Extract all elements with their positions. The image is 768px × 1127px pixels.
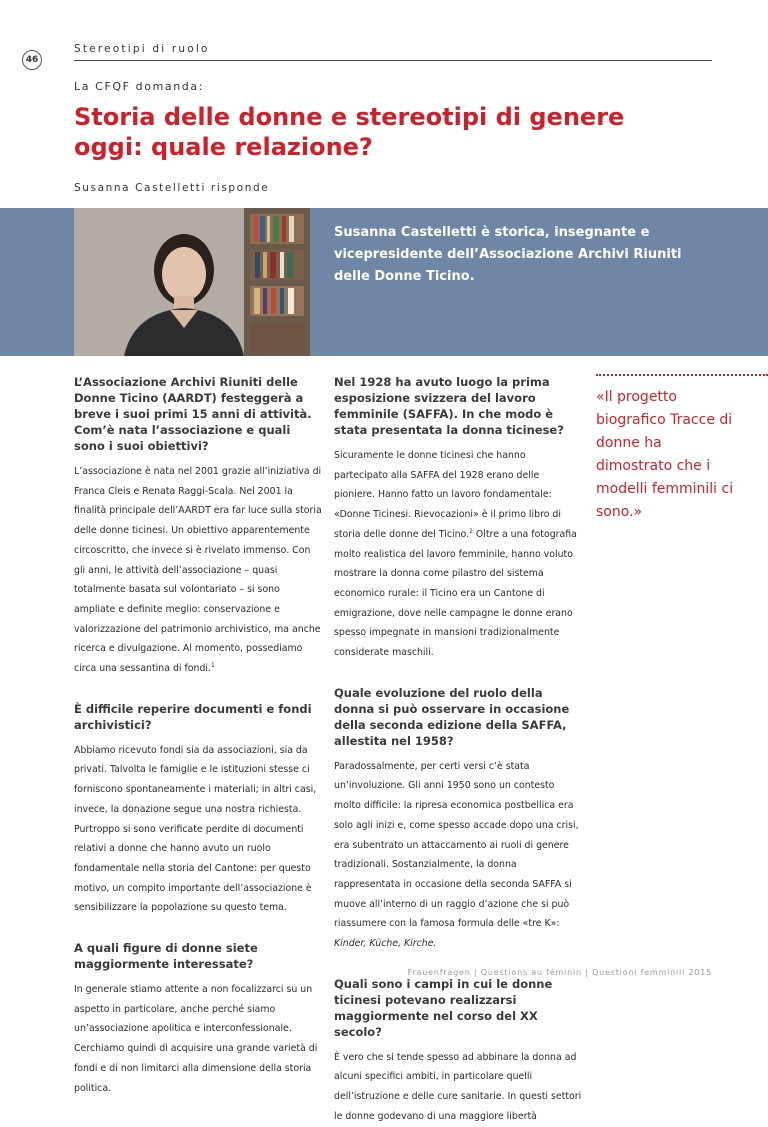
section-label: Stereotipi di ruolo: [74, 43, 210, 55]
answer-5: [334, 757, 582, 954]
page-number: 46: [22, 50, 42, 70]
hero-banner: [0, 208, 768, 356]
answer-6: È vero che si tende spesso ad abbinare la donna ad alcuni specifici ambiti, in particolare quelli dell’istruzione e delle cure sanitarie. In questi settori le donne godevano di una maggiore libertà: [334, 1051, 582, 1122]
question-5: Quale evoluzione del ruolo della donna si può osservare in occasione della seconda edizione della SAFFA, allestita nel 1958?: [334, 685, 570, 748]
question-4: Nel 1928 ha avuto luogo la prima esposizione svizzera del lavoro femminile (SAFFA). In che modo è stata presentata la donna ticinese?: [334, 375, 564, 437]
footnote-ref-2: 2: [469, 527, 473, 535]
hero-intro-text: Susanna Castelletti è storica, insegnante e vicepresidente dell’Associazione Archivi Riuniti delle Donne Ticino.: [334, 225, 682, 284]
question-2: È difficile reperire documenti e fondi archivistici?: [74, 701, 312, 732]
portrait-illustration: [74, 208, 310, 356]
byline: Susanna Castelletti risponde: [74, 182, 270, 194]
answer-1: [74, 462, 322, 679]
left-column: [74, 374, 322, 1098]
footnote-ref-1: 1: [211, 661, 215, 669]
kicker: La CFQF domanda:: [74, 80, 205, 93]
question-3: A quali figure di donne siete maggiormente interessate?: [74, 941, 258, 972]
answer-1-text: L’associazione è nata nel 2001 grazie all’iniziativa di Franca Cleis e Renata Raggi-Scala. Nel 2001 la finalità principale dell’AARDT era far luce sulla storia delle donne ticinesi. Un obiettivo apparentemente circoscritto, che invece si è rivelato immenso. Con gli anni, le attività dell’associazione – quasi totalmente basata sul volontariato – si sono ampliate e definite meglio: conservazione e valorizzazione del patrimonio archivistico, ma anche ricerca e divulgazione. Al momento, possediamo circa una sessantina di fondi.: [74, 466, 322, 675]
article-title: Storia delle donne e stereotipi di genere oggi: quale relazione?: [74, 103, 625, 161]
portrait-photo: [74, 208, 310, 356]
middle-column: [334, 374, 582, 1127]
question-6: Quali sono i campi in cui le donne ticinesi potevano realizzarsi maggiormente nel corso del XX secolo?: [334, 976, 553, 1039]
answer-5-text: Paradossalmente, per certi versi c’è stata un’involuzione. Gli anni 1950 sono un contesto molto difficile: la ripresa economica postbellica era solo agli inizi e, come spesso accade dopo una crisi, era subentrato un attaccamento ai ruoli di genere tradizionali. Sostanzialmente, la donna rappresentata in occasione della seconda SAFFA si muove all’interno di un raggio d’azione che si può riassumere con la famosa formula delle «tre K»:: [334, 760, 579, 930]
answer-4-text-a: Sicuramente le donne ticinesi che hanno partecipato alla SAFFA del 1928 erano delle pioniere. Hanno fatto un lavoro fondamentale: «Donne Ticinesi. Rievocazioni» è il primo libro di storia delle donne del Ticino.: [334, 450, 561, 540]
answer-2: Abbiamo ricevuto fondi sia da associazioni, sia da privati. Talvolta le famiglie e le istituzioni stesse ci forniscono spontaneamente i materiali; in altri casi, invece, la donazione segue una nostra richiesta. Purtroppo si sono verificate perdite di documenti relativi a donne che hanno avuto un ruolo fondamentale nella storia del Cantone: per questo motivo, un compito importante dell’associazione è sensibilizzare la popolazione su questo tema.: [74, 744, 317, 914]
answer-5-italic: Kinder, Küche, Kirche.: [334, 938, 437, 950]
pull-quote: «Il progetto biografico Tracce di donne ha dimostrato che i modelli femminili ci sono.»: [596, 389, 734, 520]
answer-4: [334, 446, 582, 663]
answer-3: In generale stiamo attente a non focalizzarci su un aspetto in particolare, anche perché siamo un’associazione apolitica e interconfessionale. Cerchiamo quindi di acquisire una grande varietà di fondi e di non limitarci alla dimensione della storia politica.: [74, 984, 318, 1094]
header-divider: [74, 60, 712, 61]
pull-quote-divider: [596, 374, 768, 376]
answer-4-text-b: Oltre a una fotografia molto realistica del lavoro femminile, hanno voluto mostrare la donna come pilastro del sistema economico rurale: il Ticino era un Cantone di emigrazione, dove nelle campagne le donne erano spesso impegnate in mansioni tradizionalmente considerate maschili.: [334, 528, 577, 659]
footer-publication: Frauenfragen | Questions au féminin | Questioni femminili 2015: [407, 968, 712, 977]
question-1: L’Associazione Archivi Riuniti delle Donne Ticino (AARDT) festeggerà a breve i suoi primi 15 anni di attività. Com’è nata l’associazione e quali sono i suoi obiettivi?: [74, 375, 312, 453]
